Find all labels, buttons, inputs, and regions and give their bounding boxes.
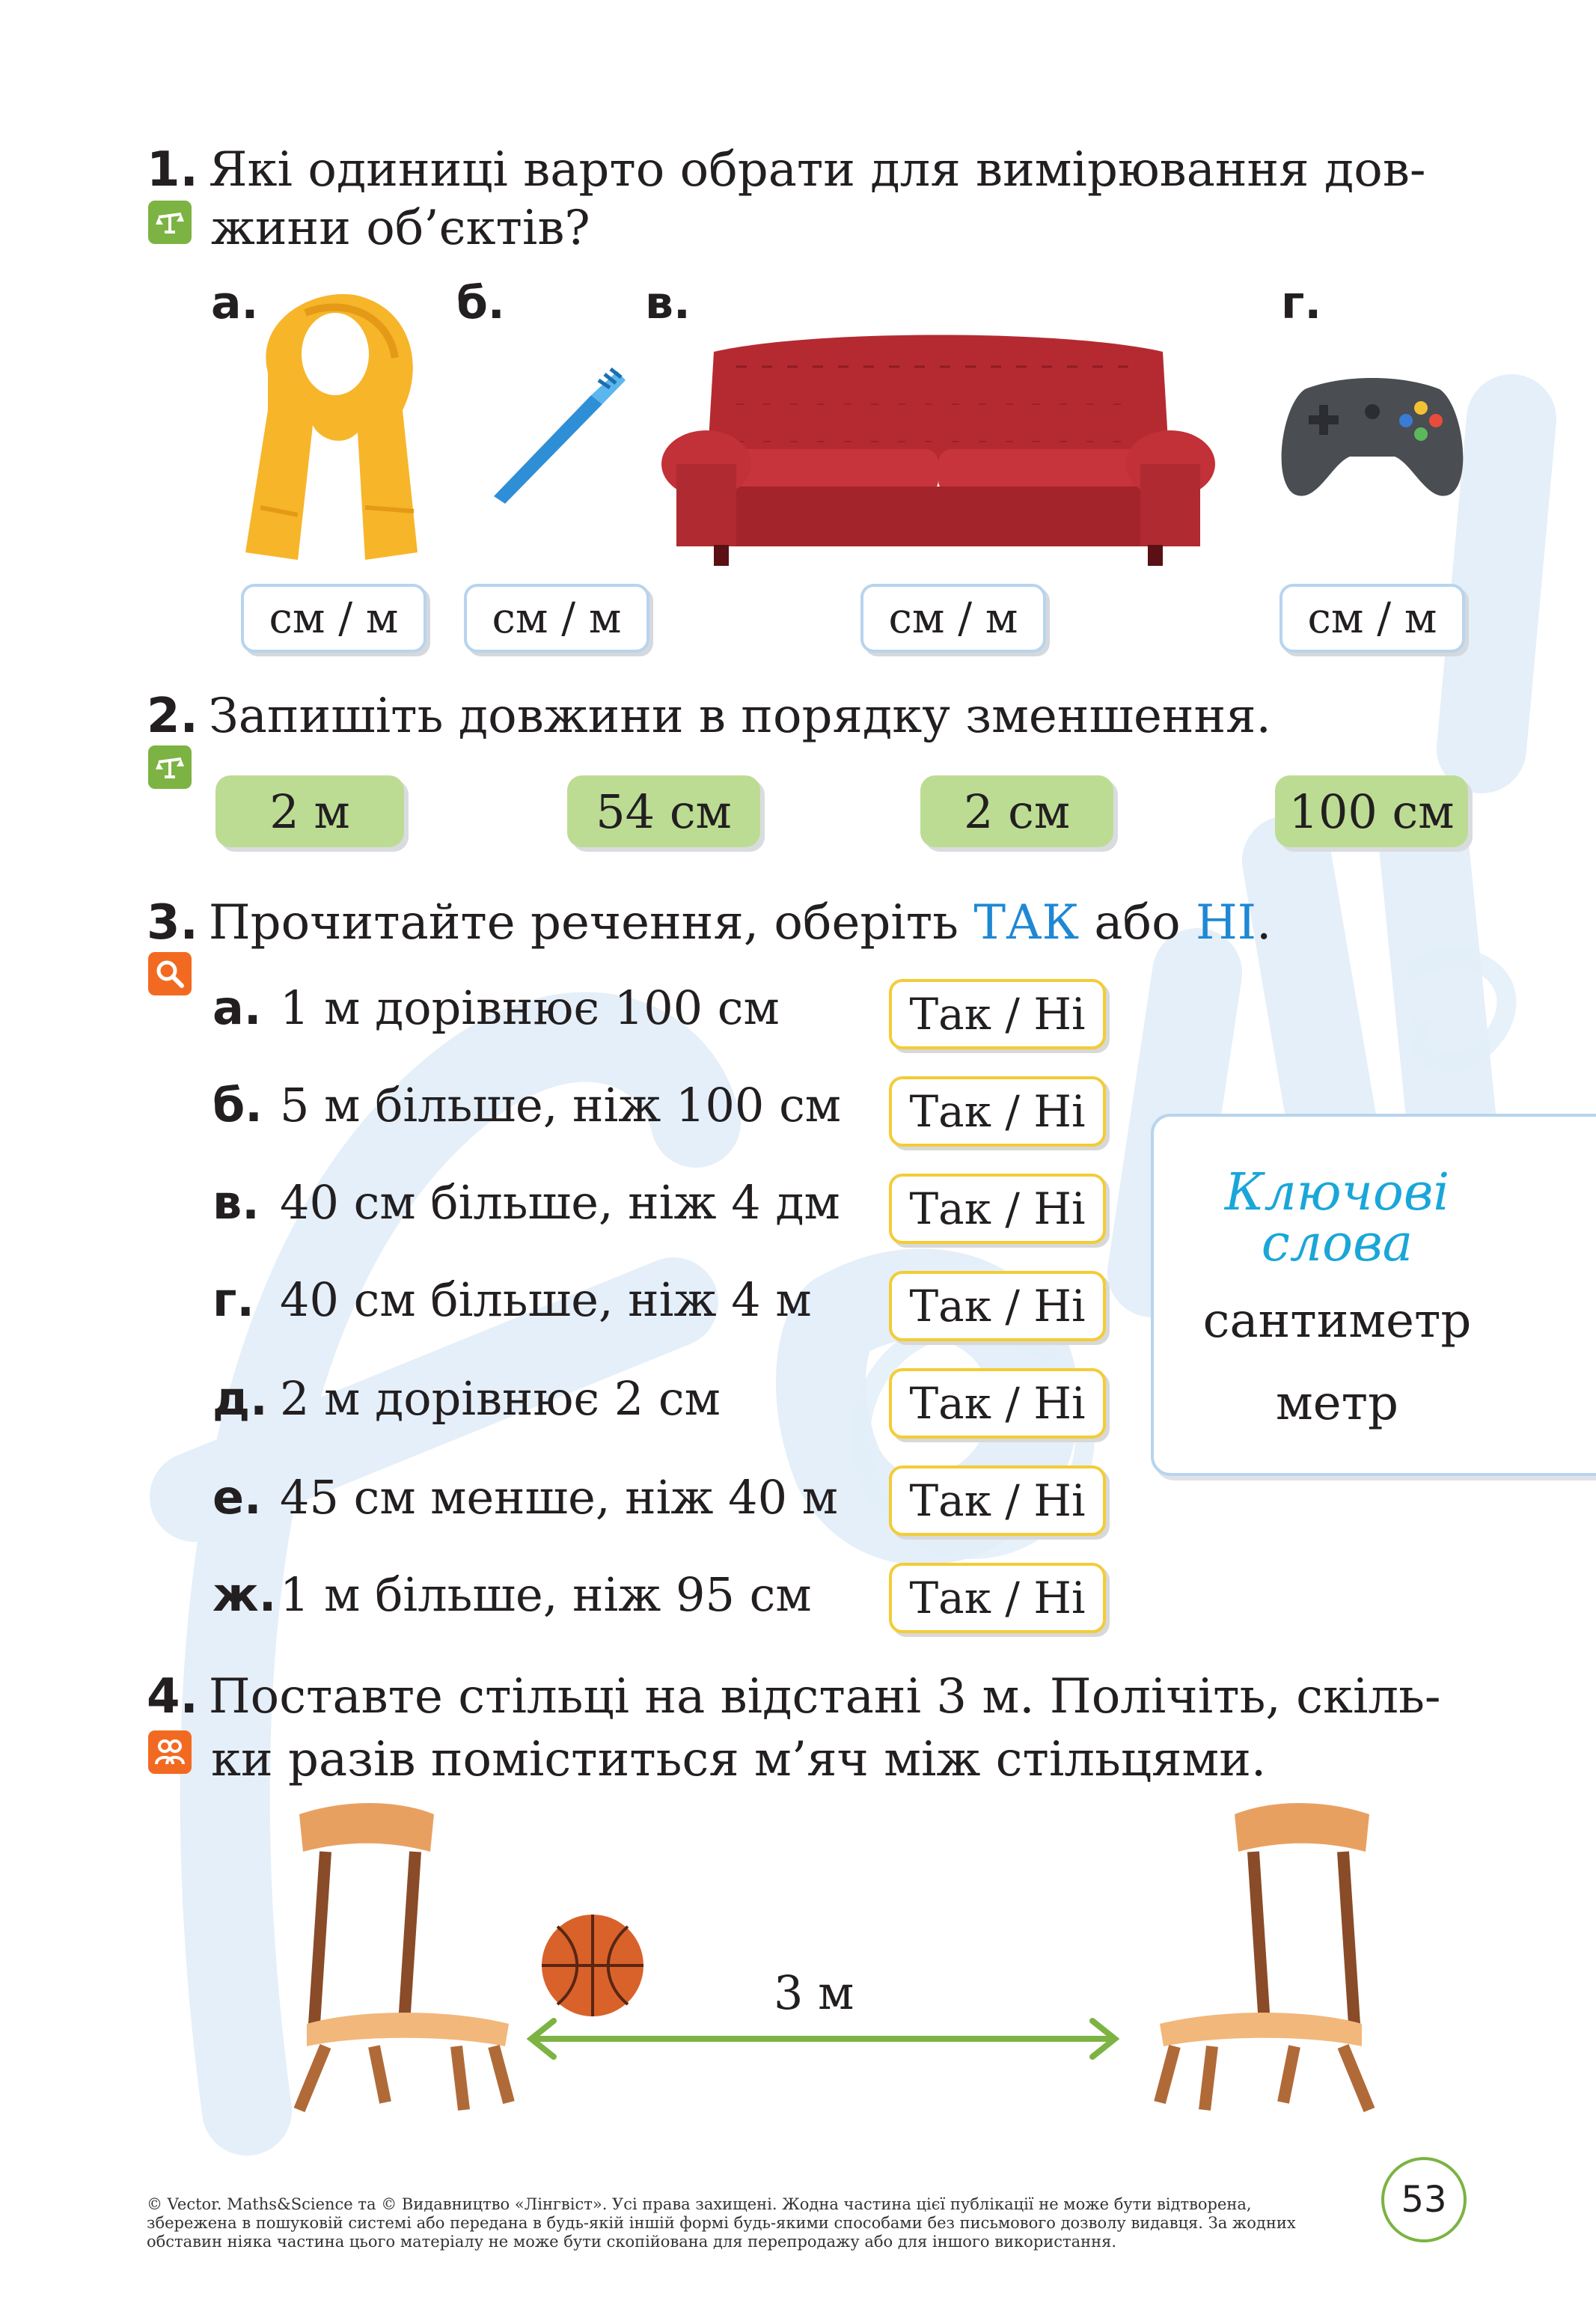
keywords-box xyxy=(1151,1114,1596,1476)
q1-letter-b: б. xyxy=(456,277,505,329)
length-card-3[interactable]: 2 см xyxy=(920,775,1113,847)
yes-no-choice-b[interactable]: Так / Ні xyxy=(889,1076,1106,1147)
statement-text: 2 м дорівнює 2 см xyxy=(280,1371,721,1426)
unit-choice-b[interactable]: см / м xyxy=(464,584,649,653)
scarf-image xyxy=(238,283,435,567)
statement-b xyxy=(213,1078,841,1132)
q4-line1 xyxy=(147,1666,1441,1727)
statement-v xyxy=(213,1175,840,1230)
keyword-1: сантиметр xyxy=(1202,1293,1472,1349)
statement-e xyxy=(213,1470,838,1525)
page-number: 53 xyxy=(1381,2157,1467,2242)
unit-choice-a[interactable]: см / м xyxy=(241,584,426,653)
statement-text: 5 м більше, ніж 100 см xyxy=(280,1078,842,1132)
q3-line xyxy=(147,892,1271,954)
unit-choice-v[interactable]: см / м xyxy=(860,584,1046,653)
yes-no-choice-e[interactable]: Так / Ні xyxy=(889,1465,1106,1536)
q1-letter-a: а. xyxy=(211,277,259,329)
q4-number: 4. xyxy=(147,1669,198,1724)
q2-number: 2. xyxy=(147,689,198,744)
copyright-notice: © Vector. Maths&Science та © Видавництво «Лінгвіст». Усі права захищені. Жодна частина цієї публікації не може бути відтворена, збережена в пошуковій системі або передана в будь-якій іншій формі будь-якими способами без письмового дозволу видавця. За жодних обставин ніяка частина цього матеріалу не може бути скопійована для перепродажу або для іншого використання. xyxy=(147,2195,1296,2251)
gamepad-image xyxy=(1275,374,1470,501)
q4-text: Поставте стільці на відстані 3 м. Полічіть, скіль- xyxy=(208,1669,1441,1724)
q2-line xyxy=(147,686,1271,747)
chair-right-image xyxy=(1145,1799,1384,2114)
distance-arrow xyxy=(524,2016,1122,2061)
yes-no-choice-d[interactable]: Так / Ні xyxy=(889,1368,1106,1439)
distance-label: 3 м xyxy=(774,1965,854,2020)
length-card-4[interactable]: 100 см xyxy=(1275,775,1468,847)
length-card-2[interactable]: 54 см xyxy=(567,775,760,847)
magnifier-icon xyxy=(148,952,192,995)
q1-letter-g: г. xyxy=(1281,277,1322,329)
statement-letter: е. xyxy=(213,1470,262,1525)
q2-text: Запишіть довжини в порядку зменшення. xyxy=(208,689,1271,744)
statement-g xyxy=(213,1272,812,1327)
q1-line1 xyxy=(147,139,1425,201)
basketball-image xyxy=(539,1912,646,2019)
q4-line2: ки разів поміститься м’яч між стільцями. xyxy=(211,1732,1267,1787)
yes-no-choice-a[interactable]: Так / Ні xyxy=(889,979,1106,1049)
measure-icon xyxy=(148,201,192,244)
q3-yes-word: ТАК xyxy=(973,895,1080,951)
statement-zh xyxy=(213,1567,812,1622)
q3-text-before: Прочитайте речення, оберіть xyxy=(208,895,974,951)
statement-a xyxy=(213,980,780,1035)
q1-letter-v: в. xyxy=(645,277,691,329)
q3-text-after: . xyxy=(1256,895,1272,951)
statement-text: 1 м дорівнює 100 см xyxy=(280,980,780,1035)
statement-text: 40 см більше, ніж 4 м xyxy=(280,1272,812,1327)
statement-letter: б. xyxy=(213,1078,263,1132)
statement-letter: в. xyxy=(213,1175,260,1230)
statement-text: 1 м більше, ніж 95 см xyxy=(280,1567,812,1622)
sofa-image xyxy=(661,329,1215,569)
q1-line2: жини об’єктів? xyxy=(211,201,590,256)
yes-no-choice-zh[interactable]: Так / Ні xyxy=(889,1563,1106,1633)
statement-letter: ж. xyxy=(213,1567,277,1622)
keywords-title-line1: Ключові xyxy=(1224,1163,1450,1222)
toothbrush-image xyxy=(479,365,629,507)
statement-letter: а. xyxy=(213,980,262,1035)
statement-text: 45 см менше, ніж 40 м xyxy=(280,1470,838,1525)
unit-choice-g[interactable]: см / м xyxy=(1279,584,1465,653)
q1-number: 1. xyxy=(147,142,198,198)
statement-d xyxy=(213,1371,721,1426)
keyword-2: метр xyxy=(1275,1376,1399,1431)
chair-left-image xyxy=(284,1799,524,2114)
length-card-1[interactable]: 2 м xyxy=(215,775,404,847)
q3-number: 3. xyxy=(147,895,198,951)
measure-icon xyxy=(148,745,192,789)
q1-text: Які одиниці варто обрати для вимірювання дов- xyxy=(208,142,1426,198)
statement-text: 40 см більше, ніж 4 дм xyxy=(280,1175,840,1230)
group-icon xyxy=(148,1730,192,1774)
q3-no-word: НІ xyxy=(1195,895,1257,951)
statement-letter: г. xyxy=(213,1272,254,1327)
yes-no-choice-g[interactable]: Так / Ні xyxy=(889,1271,1106,1341)
q3-text-middle: або xyxy=(1079,895,1196,951)
yes-no-choice-v[interactable]: Так / Ні xyxy=(889,1174,1106,1244)
keywords-title-line2: слова xyxy=(1261,1214,1413,1273)
statement-letter: д. xyxy=(213,1371,268,1426)
